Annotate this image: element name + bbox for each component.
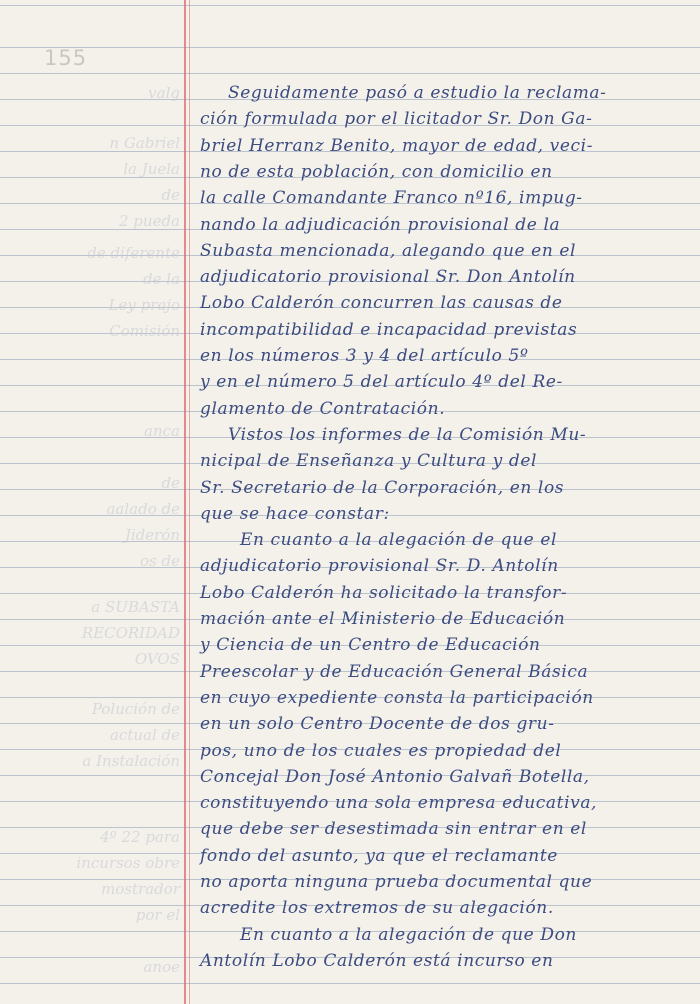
bleed-through-text: a SUBASTA	[91, 598, 180, 616]
bleed-through-text: Jiderón	[124, 526, 180, 544]
bleed-through-text: anca	[144, 422, 180, 440]
handwritten-line: En cuanto a la alegación de que el	[240, 530, 558, 551]
bleed-through-column	[0, 0, 184, 1004]
handwritten-line: no aporta ninguna prueba documental que	[200, 872, 593, 892]
handwritten-line: ción formulada por el licitador Sr. Don Ga-	[200, 109, 593, 130]
handwritten-line: adjudicatorio provisional Sr. Don Antolín	[200, 267, 576, 288]
bleed-through-text: Polución de	[91, 700, 180, 718]
handwritten-line: fondo del asunto, ya que el reclamante	[200, 845, 558, 866]
bleed-through-text: mostrador	[101, 880, 180, 898]
handwritten-line: en los números 3 y 4 del artículo 5º	[200, 346, 529, 366]
bleed-through-text: n Gabriel	[109, 134, 180, 152]
page-number: 155	[44, 46, 88, 70]
handwritten-line: no de esta población, con domicilio en	[200, 161, 553, 182]
bleed-through-text: Ley prajo	[108, 296, 180, 314]
bleed-through-text: OVOS	[134, 650, 180, 668]
bleed-through-text: por el	[135, 906, 180, 924]
bleed-through-text: 2 pueda	[119, 212, 180, 230]
handwritten-line: adjudicatorio provisional Sr. D. Antolín	[200, 556, 559, 577]
handwritten-line: incompatibilidad e incapacidad previstas	[200, 319, 578, 340]
bleed-through-text: de diferente	[87, 244, 180, 262]
handwritten-line: Lobo Calderón concurren las causas de	[200, 293, 563, 314]
bleed-through-text: actual de	[109, 726, 180, 744]
handwritten-line: y Ciencia de un Centro de Educación	[200, 635, 541, 656]
margin-rule-secondary	[189, 0, 190, 1004]
handwritten-line: Antolín Lobo Calderón está incurso en	[200, 950, 554, 971]
handwritten-line: Concejal Don José Antonio Galvañ Botella,	[200, 766, 590, 787]
handwritten-line: briel Herranz Benito, mayor de edad, veci-	[200, 135, 594, 156]
handwritten-line: la calle Comandante Franco nº16, impug-	[200, 188, 583, 209]
handwritten-line: Subasta mencionada, alegando que en el	[200, 240, 577, 261]
handwritten-line: constituyendo una sola empresa educativa,	[200, 793, 598, 814]
bleed-through-text: de	[161, 474, 180, 492]
handwritten-line: Vistos los informes de la Comisión Mu-	[228, 424, 587, 445]
bleed-through-text: Comisión	[109, 322, 180, 340]
margin-rule	[184, 0, 186, 1004]
bleed-through-text: incursos obre	[76, 854, 180, 872]
bleed-through-text: anoe	[143, 958, 180, 976]
handwritten-line: en cuyo expediente consta la participación	[200, 687, 594, 708]
handwritten-line: En cuanto a la alegación de que Don	[240, 924, 577, 945]
handwritten-line: que debe ser desestimada sin entrar en el	[200, 819, 587, 840]
handwritten-line: Preescolar y de Educación General Básica	[200, 661, 589, 682]
handwritten-line: mación ante el Ministerio de Educación	[200, 609, 566, 629]
bleed-through-text: os de	[140, 552, 180, 570]
handwritten-line: y en el número 5 del artículo 4º del Re-	[200, 372, 563, 393]
handwritten-line: que se hace constar:	[200, 503, 390, 524]
handwritten-line: Seguidamente pasó a estudio la reclama-	[228, 83, 607, 103]
bleed-through-text: de la	[143, 270, 180, 288]
handwritten-line: en un solo Centro Docente de dos gru-	[200, 714, 555, 735]
handwritten-line: glamento de Contratación.	[200, 398, 446, 419]
handwritten-line: nicipal de Enseñanza y Cultura y del	[200, 451, 538, 472]
bleed-through-text: RECORIDAD	[81, 624, 180, 642]
bleed-through-text: la Juela	[123, 160, 180, 178]
handwritten-line: acredite los extremos de su alegación.	[200, 898, 554, 919]
bleed-through-text: aalado de	[106, 500, 180, 518]
bleed-through-text: a Instalación	[82, 752, 180, 770]
handwritten-line: nando la adjudicación provisional de la	[200, 214, 561, 235]
handwritten-line: pos, uno de los cuales es propiedad del	[200, 740, 562, 761]
handwritten-line: Sr. Secretario de la Corporación, en los	[200, 477, 565, 498]
handwritten-line: Lobo Calderón ha solicitado la transfor-	[200, 582, 568, 603]
bleed-through-text: de	[161, 186, 180, 204]
bleed-through-text: valg	[148, 84, 180, 102]
bleed-through-text: 4º 22 para	[100, 828, 180, 846]
